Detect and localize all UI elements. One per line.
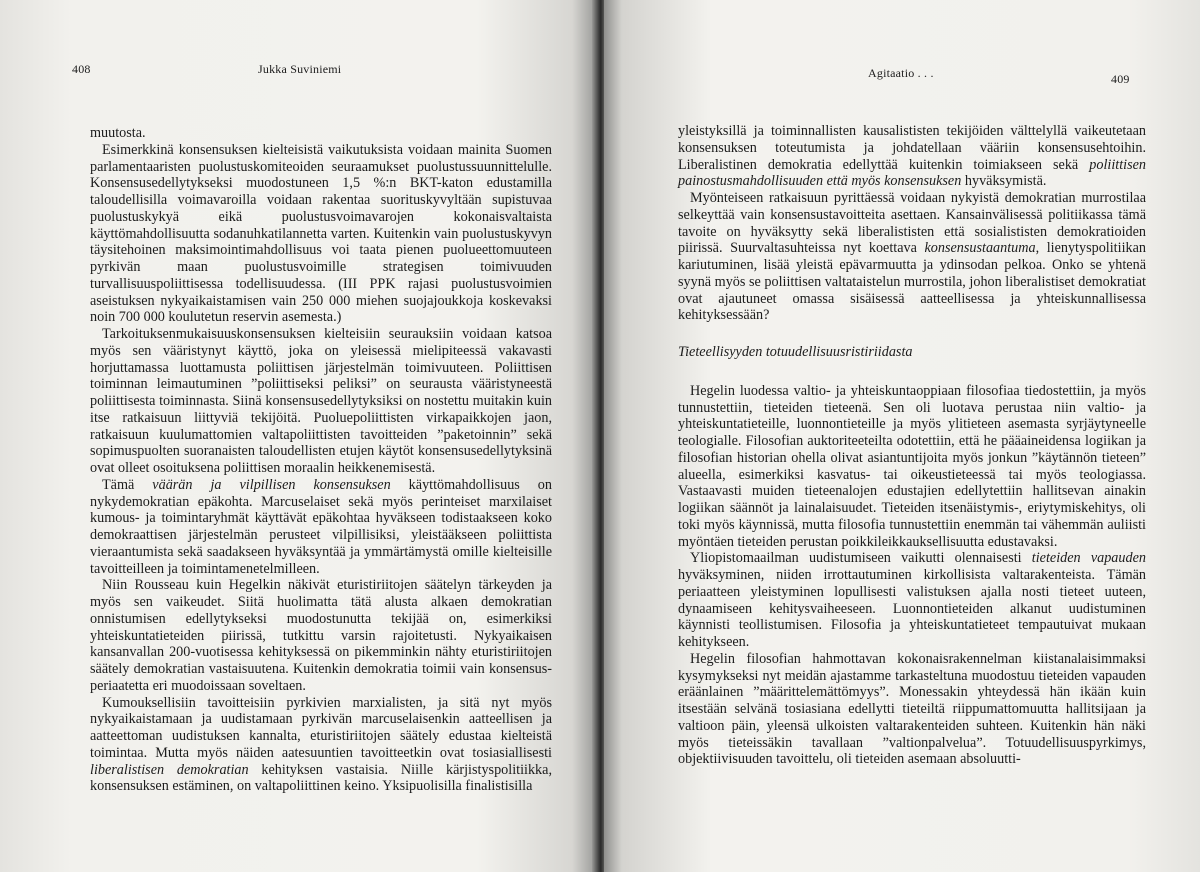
paragraph <box>90 695 552 796</box>
paragraph <box>90 477 552 578</box>
right-page <box>604 0 1200 872</box>
paragraph-text: Kumouksellisiin tavoitteisiin pyrkivien marxialisten, ja sitä nyt myös nykyaikaistamaan ja uudistamaan pyrkivän marcuselaisenkin aatteellisen ja aatteettoman uudistuksen kannalta, eturistiriitojen säätely edustaa kielteistä toimintaa. Mutta myös näiden aatesuuntien tavoitteetkin ovat tosiasiallisesti <box>90 694 552 761</box>
right-page-number: 409 <box>1111 72 1130 86</box>
paragraph-text: hyväksyminen, niiden irrottautuminen kirkollisista valtarakenteista. Tämän periaatteen yleistyminen lopullisesti valistuksen ajalla nosti tieteet uuteen, dynaamiseen kehitysvaiheeseen. Luonnontieteiden alkanut uudistuminen käynnisti teollistumisen. Filosofia ja yhteiskuntatieteet tempautuivat mukaan kehitykseen. <box>678 567 1146 650</box>
paragraph <box>678 190 1146 324</box>
italic-phrase: tieteiden vapauden <box>1031 550 1146 567</box>
paragraph <box>90 125 552 142</box>
section-heading: Tieteellisyyden totuudellisuusristiriidasta <box>678 344 913 360</box>
paragraph <box>90 142 552 326</box>
paragraph <box>678 550 1146 651</box>
paragraph-text: käyttömahdollisuus on nykydemokratian epäkohta. Marcuselaiset sekä myös perinteiset marxilaiset kumous- ja toimintaryhmät käyttävät epäkohtaa hyväkseen todistaakseen koko demokraattisen järjestelmän perusteet vilpillisiksi, yleistääkseen poliittista vieraantumista sekä saadakseen hyväksyntää ja ymmärtämystä omille kielteisille tavoitteilleen ja toimintamenetelmilleen. <box>90 476 552 577</box>
left-page-number: 408 <box>72 62 91 76</box>
paragraph <box>678 383 1146 551</box>
italic-phrase: poliittisen painostusmahdollisuuden että myös konsensuksen <box>678 156 1146 190</box>
paragraph-text: Tarkoituksenmukaisuuskonsensuksen kielteisiin seurauksiin voidaan katsoa myös sen vääristynyt käyttö, joka on yleisessä mielipiteessä vakavasti horjuttamassa luottamusta poliittisen järjestelmän toimivuuteen. Poliittisen toiminnan leimautuminen ”poliittiseksi peliksi” on seurausta vääristyneestä poliittisesta toiminnasta. Siinä konsensusedellytyksiksi on nostettu muitakin kuin itse ratkaisuun liittyviä tekijöitä. Puoluepoliittisten virkapaikkojen jaon, ratkaisuun kuulumattomien valtapoliittisten tavoitteiden ”paketoinnin” sekä sopimuspuolten suoranaisten taloudellisten etujen käytöt konsensusedellytyksinä ovat olleet osoituksena poliittisen moraalin heikkenemisestä. <box>90 326 552 476</box>
paragraph-text: kehityksen vastaisia. Niille kärjistyspolitiikka, konsensuksen estäminen, on valtapoliittinen keino. Yksipuolisilla finalistisilla <box>90 761 552 795</box>
paragraph-text: , lienytyspolitiikan kariutuminen, lisää yleistä epävarmuutta ja ydinsodan pelkoa. Onko se yhtenä syynä myös se poliittisen valtataistelun murrostila, johon liberalistiset demokratiat ovat ajautuneet omassa sisäisessä aatteellisessa ja yhteiskunnallisessa kehityksessään? <box>678 240 1146 324</box>
paragraph-text: muutosta. <box>90 125 146 141</box>
paragraph-text: hyväksymistä. <box>961 173 1047 190</box>
paragraph-text: Esimerkkinä konsensuksen kielteisistä vaikutuksista voidaan mainita Suomen parlamentaaristen puolustuskomiteoiden seuraamukset puolustussuunnittelulle. Konsensusedellytykseksi muodostuneen 1,5 %:n BKT-katon edustamilla taloudellisilla voimavaroilla voidaan rakentaa suorituskyvyltään supistuvaa puolustuskykyä eikä puolustusvoimavarojen kokonaisvaltaista käyttömahdollisuutta sodanuhkatilannetta varten. Kuitenkin vain puolustuskyvyn täysitehoinen maksimointimahdollisuus voi taata pienen puolueettomuuteen pyrkivän maan puolustusvoimille strategisen toimivuuden turvallisuuspoliittisessa todellisuudessa. (III PPK rajasi puolustusvoimien aseistuksen nykyaikaistamisen vain 250 000 miehen suojajoukkoja koskevaksi noin 700 000 koulutetun reservin asemesta.) <box>90 141 552 326</box>
italic-phrase: väärän ja vilpillisen konsensuksen <box>152 476 391 493</box>
paragraph <box>90 326 552 477</box>
italic-phrase: konsensustaantuma <box>924 240 1036 257</box>
paragraph <box>678 651 1146 768</box>
paragraph-text: Hegelin luodessa valtio- ja yhteiskuntaoppiaan filosofiaa tiedostettiin, ja myös tunnustettiin, tieteiden tieteenä. Sen oli luotava perustaa niin valtio- ja yhteiskuntatieteille, luonnontieteille ja myös ylitieteen asemasta syrjäytyneelle teologialle. Filosofian auktoriteeteilta odotettiin, että he pääaineidensa logiikan ja filosofian historian ohella olivat asiantuntijoita myös jonkun ”käytännön tieteen” alueella, esimerkiksi kasvatus- tai oikeustieteessä tai myös teologiassa. Vastaavasti muiden tieteenalojen edustajien edellytettiin hallitsevan ainakin logiikan säännöt ja lainalaisuudet. Tieteiden itsenäistymis-, eriytymiskehitys, oli toki myös käynnissä, mutta filosofia tunnustettiin enemmän tai vähemmän auliisti myöntäen tieteiden perustan poikkileikkauksellisuutta edustavaksi. <box>678 382 1146 550</box>
paragraph-text: Myönteiseen ratkaisuun pyrittäessä voidaan nykyistä demokratian murrostilaa selkeyttää vain konsensustavoitteita asettaen. Kansainvälisessä politiikassa tämä tavoite on hyväksytty sekä liberalististen että sosialististen demokratioiden piirissä. Suurvaltasuhteissa nyt koettava <box>678 190 1146 257</box>
right-running-head: Agitaatio . . . <box>868 66 934 80</box>
paragraph-text: Yliopistomaailman uudistumiseen vaikutti olennaisesti <box>690 550 1032 567</box>
paragraph-text: Niin Rousseau kuin Hegelkin näkivät eturistiriitojen säätelyn tärkeyden ja myös sen vaikeudet. Siitä huolimatta tätä alusta alkaen demokratian onnistumisen edellytykseksi muodostunutta tekijää on, esimerkiksi yhteiskuntatieteiden piirissä, tutkittu varsin rajoitetusti. Nykyaikaisen kansanvallan 200-vuotisessa kehityksessä on pikemminkin nähty eturistiriitojen säätely demokratian vastaisuutena. Kuitenkin demokratia toimii vain konsensus-periaatetta eri muodoissaan soveltaen. <box>90 577 552 694</box>
paragraph-text: Hegelin filosofian hahmottavan kokonaisrakennelman kiistanalaisimmaksi kysymykseksi nyt meidän ajastamme tarkasteltuna muodostuu tieteiden vapauden eräänlainen ”määrittelemättömyys”. Monessakin yhteydessä hän ikään kuin itsestään selvänä tosiasiana edellytti tieteiltä riippumattomuutta hallitsijaan ja valtioon päin, yleensä ulkoisten valtarakenteiden suhteen. Kuitenkin hän näki myös tieteissäkin tavallaan ”valtionpalvelua”. Totuudellisuuspyrkimys, objektiivisuuden tavoittelu, oli tieteiden asemaan absoluutti- <box>678 650 1146 768</box>
paragraph-text: yleistyksillä ja toiminnallisten kausalististen tekijöiden välttelyllä vaikeutetaan konsensuksen toteutumista ja johdatellaan vääriin konsensusehtoihin. Liberalistinen demokratia edellyttää kuitenkin toimiakseen sekä <box>678 123 1146 173</box>
right-body-text <box>678 123 1146 768</box>
paragraph <box>678 123 1146 190</box>
paragraph-text: Tämä <box>102 476 153 493</box>
paragraph <box>90 577 552 694</box>
italic-phrase: liberalistisen demokratian <box>90 761 249 778</box>
left-page <box>0 0 596 872</box>
left-body-text <box>90 125 552 795</box>
left-running-head: Jukka Suviniemi <box>258 62 342 76</box>
